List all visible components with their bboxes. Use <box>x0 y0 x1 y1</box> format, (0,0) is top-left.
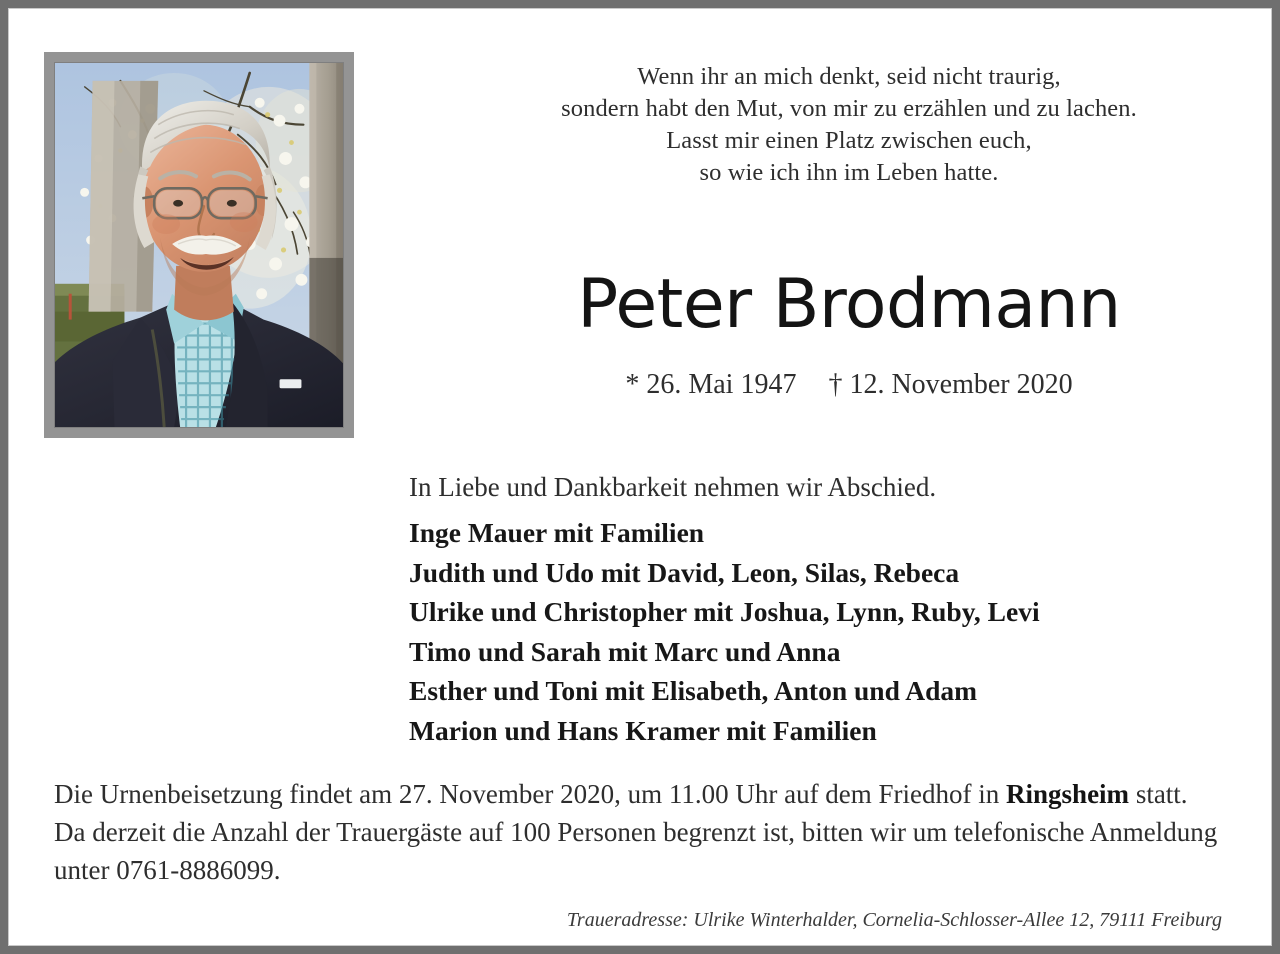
mourning-address: Traueradresse: Ulrike Winterhalder, Cornelia-Schlosser-Allee 12, 79111 Freiburg <box>566 909 1222 931</box>
family-line: Marion und Hans Kramer mit Familien <box>409 714 877 746</box>
birth-symbol: * <box>625 369 640 400</box>
portrait-photo <box>54 62 344 428</box>
poem-line-1: Wenn ihr an mich denkt, seid nicht traurig, <box>637 63 1061 90</box>
life-dates <box>439 367 1259 403</box>
deceased-name: Peter Brodmann <box>577 265 1121 344</box>
service-text-before: Die Urnenbeisetzung findet am 27. November 2020, um 11.00 Uhr auf dem Friedhof in <box>54 779 1007 809</box>
family-list <box>409 513 1239 750</box>
portrait-frame <box>44 52 354 438</box>
family-line: Timo und Sarah mit Marc und Anna <box>409 635 841 667</box>
family-block <box>409 467 1239 750</box>
portrait-illustration <box>55 63 343 427</box>
memorial-poem <box>439 61 1259 189</box>
family-line: Esther und Toni mit Elisabeth, Anton und Adam <box>409 675 978 706</box>
notice-inner-area <box>8 8 1272 946</box>
death-date: 12. November 2020 <box>849 369 1073 400</box>
family-line: Ulrike und Christopher mit Joshua, Lynn, Ruby, Levi <box>409 596 1040 627</box>
service-text-after: statt. Da derzeit die Anzahl der Trauergäste auf 100 Personen begrenzt ist, bitten wir um telefonische Anmeldung unter 0761-8886099. <box>54 779 1218 885</box>
farewell-line: In Liebe und Dankbarkeit nehmen wir Abschied. <box>409 472 937 502</box>
service-information <box>54 775 1219 889</box>
poem-line-2: sondern habt den Mut, von mir zu erzählen und zu lachen. <box>561 95 1137 122</box>
death-symbol: † <box>828 369 843 400</box>
poem-line-4: so wie ich ihn im Leben hatte. <box>699 159 999 186</box>
poem-line-3: Lasst mir einen Platz zwischen euch, <box>666 127 1032 154</box>
birth-date: 26. Mai 1947 <box>646 369 797 400</box>
family-line: Inge Mauer mit Familien <box>409 517 705 548</box>
service-place: Ringsheim <box>1006 779 1130 809</box>
family-line: Judith und Udo mit David, Leon, Silas, Rebeca <box>409 556 960 588</box>
